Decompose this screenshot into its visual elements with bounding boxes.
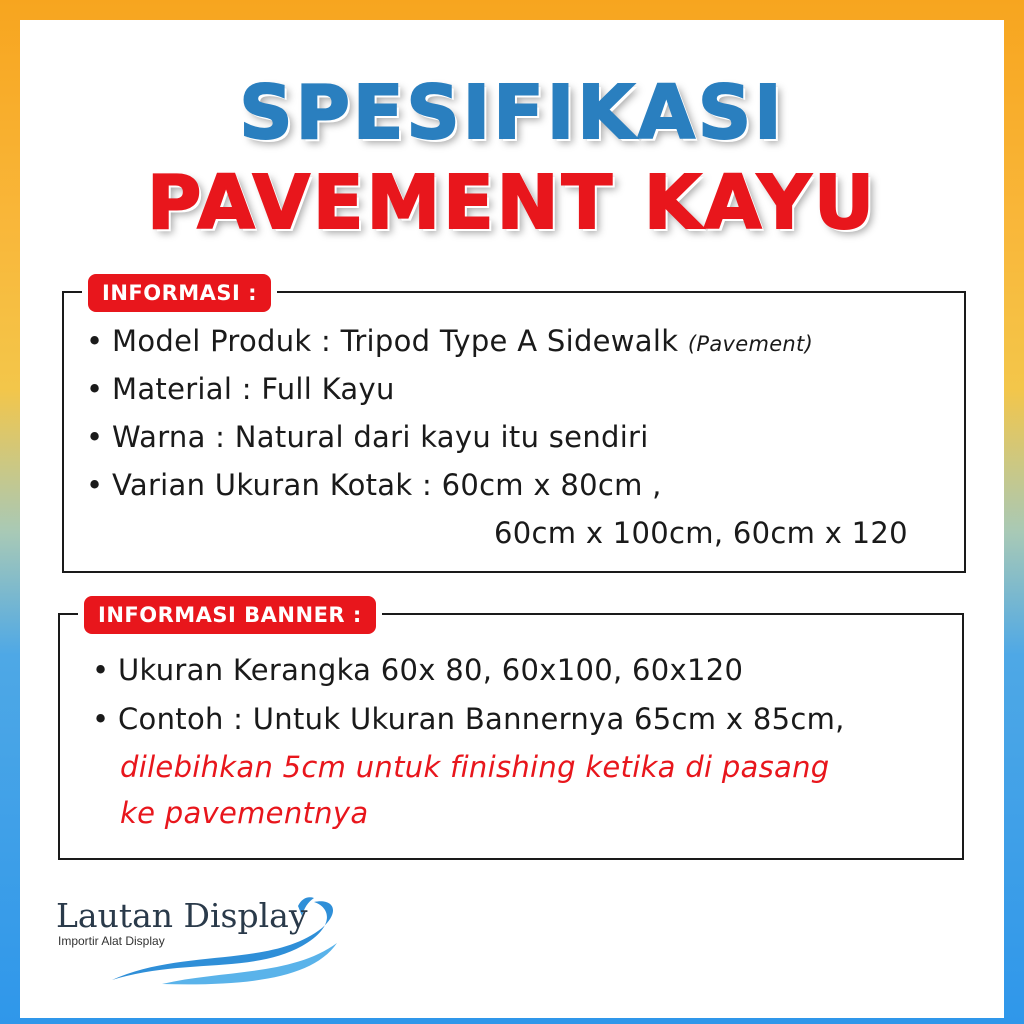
bullet: • bbox=[86, 420, 104, 454]
info-item-note: (Pavement) bbox=[687, 332, 814, 356]
logo-name bbox=[56, 896, 307, 935]
bullet: • bbox=[86, 372, 104, 406]
banner-item-kerangka bbox=[92, 653, 743, 687]
title-line-1: SPESIFIKASI bbox=[239, 70, 785, 156]
banner-tag: INFORMASI BANNER : bbox=[84, 596, 376, 634]
info-item-varian-continuation: 60cm x 100cm, 60cm x 120 bbox=[494, 516, 908, 550]
banner-item-contoh bbox=[92, 702, 845, 736]
info-item-text: Warna : Natural dari kayu itu sendiri bbox=[112, 420, 649, 454]
title-line-2: PAVEMENT KAYU bbox=[146, 160, 878, 246]
banner-note-line-1: dilebihkan 5cm untuk finishing ketika di pasang bbox=[120, 750, 830, 784]
banner-item-text: Contoh : Untuk Ukuran Bannernya 65cm x 85cm, bbox=[118, 702, 845, 736]
informasi-tag: INFORMASI : bbox=[88, 274, 271, 312]
bullet: • bbox=[92, 702, 110, 736]
info-item-text: Model Produk : Tripod Type A Sidewalk bbox=[112, 324, 679, 358]
info-item-varian bbox=[86, 468, 662, 502]
banner-item-text: Ukuran Kerangka 60x 80, 60x100, 60x120 bbox=[118, 653, 744, 687]
bullet: • bbox=[86, 324, 104, 358]
info-item-model bbox=[86, 324, 813, 358]
info-item-text: Varian Ukuran Kotak : 60cm x 80cm , bbox=[112, 468, 662, 502]
logo-tagline: Importir Alat Display bbox=[58, 934, 165, 948]
logo-name-part-2: Display bbox=[183, 896, 308, 935]
logo-name-part-1: Lautan bbox=[56, 896, 174, 935]
info-item-text: Material : Full Kayu bbox=[112, 372, 395, 406]
bullet: • bbox=[92, 653, 110, 687]
info-item-warna bbox=[86, 420, 649, 454]
info-item-material bbox=[86, 372, 395, 406]
bullet: • bbox=[86, 468, 104, 502]
banner-note-line-2: ke pavementnya bbox=[120, 796, 369, 830]
